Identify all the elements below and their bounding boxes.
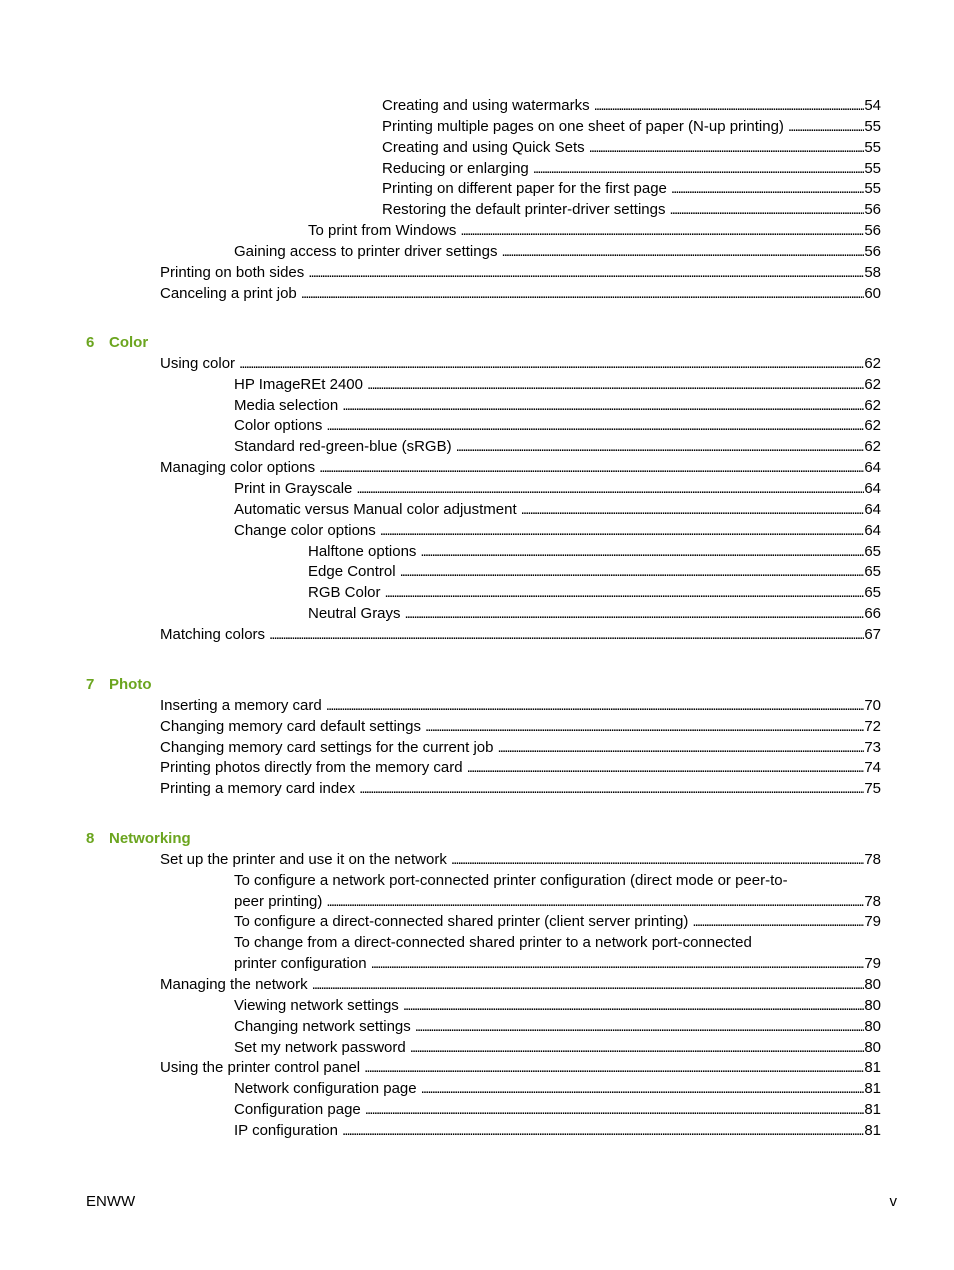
dot-leader [365, 1099, 865, 1120]
toc-entry-page: 81 [864, 1101, 881, 1118]
toc-entry[interactable] [160, 778, 881, 799]
chapter-title: Color [109, 334, 149, 351]
toc-entry[interactable] [382, 95, 881, 116]
toc-entry-title: Using the printer control panel [160, 1059, 361, 1076]
toc-entry[interactable] [160, 457, 881, 478]
toc-entry-title: To print from Windows [308, 222, 457, 239]
toc-entry-title: Restoring the default printer-driver settings [382, 201, 666, 218]
toc-entry[interactable] [234, 478, 881, 499]
chapter-title: Networking [109, 830, 191, 847]
toc-entry-row [382, 178, 881, 199]
dot-leader [498, 737, 865, 758]
toc-entry-title: To configure a direct-connected shared printer (client server printing) [234, 913, 689, 930]
toc-entry-title: Canceling a print job [160, 285, 297, 302]
dot-leader [589, 137, 865, 158]
toc-entry-title: Changing memory card default settings [160, 718, 421, 735]
toc-entry[interactable] [234, 374, 881, 395]
chapter-number: 8 [86, 830, 95, 847]
toc-entry-page: 75 [864, 780, 881, 797]
toc-entry-row [308, 220, 881, 241]
toc-entry-title: Print in Grayscale [234, 480, 353, 497]
toc-entry[interactable] [234, 395, 881, 416]
toc-entry[interactable] [308, 582, 881, 603]
toc-entry-row [234, 891, 881, 912]
toc-entry-row [160, 624, 881, 645]
toc-entry[interactable] [160, 849, 881, 870]
toc-entry-row [160, 283, 881, 304]
toc-entry-page: 80 [864, 1018, 881, 1035]
toc-entry-row [160, 262, 881, 283]
toc-entry-title: Viewing network settings [234, 997, 399, 1014]
toc-entry-page: 58 [864, 264, 881, 281]
toc-entry[interactable] [160, 262, 881, 283]
toc-entry-page: 55 [864, 180, 881, 197]
toc-entry-title: Creating and using watermarks [382, 97, 590, 114]
toc-entry-page: 55 [864, 160, 881, 177]
toc-entry-title: Inserting a memory card [160, 697, 322, 714]
dot-leader [359, 778, 864, 799]
toc-entry-title: Printing a memory card index [160, 780, 356, 797]
toc-entry-page: 79 [864, 913, 881, 930]
toc-entry-page: 55 [864, 139, 881, 156]
dot-leader [319, 457, 864, 478]
toc-entry-page: 65 [864, 543, 881, 560]
toc-entry-title: Changing memory card settings for the current job [160, 739, 494, 756]
toc-entry-title: IP configuration [234, 1122, 338, 1139]
toc-entry-row [234, 520, 881, 541]
toc-entry-row [382, 116, 881, 137]
toc-entry-row [382, 199, 881, 220]
toc-entry-title: Network configuration page [234, 1080, 417, 1097]
toc-entry-page: 62 [864, 376, 881, 393]
toc-entry-row [308, 582, 881, 603]
toc-entry-page: 80 [864, 997, 881, 1014]
toc-entry-page: 62 [864, 355, 881, 372]
toc-entry[interactable] [160, 716, 881, 737]
dot-leader [669, 199, 864, 220]
toc-entry-page: 70 [864, 697, 881, 714]
toc-entry[interactable] [160, 974, 881, 995]
dot-leader [356, 478, 864, 499]
dot-leader [342, 1120, 864, 1141]
chapter-heading[interactable] [86, 332, 148, 353]
dot-leader [460, 220, 864, 241]
toc-entry-row [234, 1037, 881, 1058]
dot-leader [415, 1016, 865, 1037]
toc-entry-row [234, 478, 881, 499]
toc-entry-title: Printing multiple pages on one sheet of paper (N-up printing) [382, 118, 784, 135]
toc-entry-title: Changing network settings [234, 1018, 411, 1035]
toc-entry-page: 72 [864, 718, 881, 735]
toc-entry[interactable] [234, 1120, 881, 1141]
toc-entry[interactable] [382, 178, 881, 199]
toc-entry-page: 55 [864, 118, 881, 135]
dot-leader [269, 624, 864, 645]
toc-entry-page: 54 [864, 97, 881, 114]
toc-entry-row [234, 1120, 881, 1141]
toc-entry[interactable] [160, 757, 881, 778]
dot-leader [788, 116, 864, 137]
toc-entry[interactable] [382, 158, 881, 179]
dot-leader [239, 353, 864, 374]
toc-entry-page: 62 [864, 417, 881, 434]
footer-label: ENWW [86, 1193, 136, 1210]
toc-entry-title: Using color [160, 355, 236, 372]
toc-entry-page: 56 [864, 222, 881, 239]
toc-entry-page: 66 [864, 605, 881, 622]
dot-leader [501, 241, 864, 262]
toc-entry-page: 81 [864, 1080, 881, 1097]
dot-leader [312, 974, 865, 995]
toc-entry-page: 56 [864, 201, 881, 218]
toc-entry-title: Set up the printer and use it on the network [160, 851, 447, 868]
toc-entry-row [234, 499, 881, 520]
toc-entry[interactable] [234, 932, 881, 974]
toc-entry[interactable] [160, 737, 881, 758]
toc-entry-row [382, 95, 881, 116]
dot-leader [308, 262, 864, 283]
toc-entry-title: Printing photos directly from the memory card [160, 759, 463, 776]
dot-leader [456, 436, 865, 457]
toc-entry[interactable] [234, 1016, 881, 1037]
dot-leader [533, 158, 865, 179]
toc-entry-row [308, 561, 881, 582]
toc-entry-title-line: To configure a network port-connected printer configuration (direct mode or peer-to- [234, 872, 788, 889]
toc-entry-title: Configuration page [234, 1101, 361, 1118]
toc-entry-page: 60 [864, 285, 881, 302]
toc-entry-title: Halftone options [308, 543, 417, 560]
toc-entry-title: Color options [234, 417, 323, 434]
toc-entry-row [234, 436, 881, 457]
toc-entry-title: HP ImageREt 2400 [234, 376, 363, 393]
toc-entry-title-line: To change from a direct-connected shared printer to a network port-connected [234, 934, 752, 951]
dot-leader [385, 582, 865, 603]
toc-entry-page: 81 [864, 1122, 881, 1139]
toc-entry-row [160, 695, 881, 716]
toc-entry-title: Neutral Grays [308, 605, 401, 622]
toc-entry-page: 56 [864, 243, 881, 260]
page-number: v [889, 1193, 897, 1210]
toc-entry-page: 78 [864, 851, 881, 868]
toc-entry-page: 78 [864, 893, 881, 910]
dot-leader [594, 95, 865, 116]
dot-leader [521, 499, 865, 520]
dot-leader [425, 716, 864, 737]
toc-entry[interactable] [160, 283, 881, 304]
toc-entry-row [160, 849, 881, 870]
toc-entry-page: 65 [864, 584, 881, 601]
toc-entry-row [160, 1057, 881, 1078]
dot-leader [451, 849, 864, 870]
toc-entry-row [160, 737, 881, 758]
toc-entry-title: Matching colors [160, 626, 266, 643]
toc-entry[interactable] [234, 870, 881, 912]
toc-entry-row [160, 974, 881, 995]
dot-leader [692, 911, 864, 932]
toc-entry[interactable] [308, 603, 881, 624]
dot-leader [326, 695, 865, 716]
toc-entry-row [234, 241, 881, 262]
toc-entry[interactable] [160, 353, 881, 374]
toc-entry-row [382, 158, 881, 179]
toc-entry-row [308, 541, 881, 562]
toc-entry[interactable] [308, 541, 881, 562]
toc-entry-row [234, 395, 881, 416]
toc-entry-title: peer printing) [234, 893, 323, 910]
toc-entry-page: 67 [864, 626, 881, 643]
dot-leader [400, 561, 865, 582]
toc-entry-page: 62 [864, 397, 881, 414]
toc-entry-title: Change color options [234, 522, 376, 539]
toc-entry[interactable] [382, 137, 881, 158]
dot-leader [420, 541, 864, 562]
toc-entry-title: Creating and using Quick Sets [382, 139, 585, 156]
toc-entry-page: 64 [864, 522, 881, 539]
toc-entry-row [234, 1016, 881, 1037]
toc-entry-row [160, 457, 881, 478]
toc-entry-page: 73 [864, 739, 881, 756]
toc-entry[interactable] [234, 241, 881, 262]
toc-entry-page: 64 [864, 480, 881, 497]
dot-leader [371, 953, 865, 974]
toc-entry-page: 79 [864, 955, 881, 972]
toc-entry-row [234, 995, 881, 1016]
toc-entry[interactable] [234, 499, 881, 520]
toc-entry-title: Reducing or enlarging [382, 160, 529, 177]
toc-entry[interactable] [234, 436, 881, 457]
dot-leader [380, 520, 865, 541]
toc-entry[interactable] [234, 911, 881, 932]
toc-entry-row [160, 757, 881, 778]
toc-entry-row [234, 1099, 881, 1120]
toc-entry[interactable] [234, 1078, 881, 1099]
toc-entry-page: 64 [864, 501, 881, 518]
toc-entry-title: Printing on both sides [160, 264, 305, 281]
toc-entry[interactable] [234, 1037, 881, 1058]
toc-entry-row [234, 415, 881, 436]
toc-entry-title: Media selection [234, 397, 339, 414]
dot-leader [367, 374, 864, 395]
toc-entry[interactable] [160, 695, 881, 716]
toc-entry[interactable] [234, 415, 881, 436]
toc-entry-title: Edge Control [308, 563, 396, 580]
chapter-number: 7 [86, 676, 95, 693]
dot-leader [421, 1078, 865, 1099]
toc-entry[interactable] [234, 520, 881, 541]
toc-entry-title: Automatic versus Manual color adjustment [234, 501, 517, 518]
toc-entry-title: Printing on different paper for the first page [382, 180, 667, 197]
dot-leader [364, 1057, 864, 1078]
toc-entry-row [234, 911, 881, 932]
toc-entry-page: 80 [864, 976, 881, 993]
toc-entry[interactable] [160, 624, 881, 645]
toc-entry-page: 65 [864, 563, 881, 580]
toc-entry-title: Standard red-green-blue (sRGB) [234, 438, 452, 455]
toc-entry-row [160, 716, 881, 737]
dot-leader [405, 603, 865, 624]
toc-entry-row [234, 953, 881, 974]
toc-entry[interactable] [160, 1057, 881, 1078]
dot-leader [671, 178, 864, 199]
dot-leader [301, 283, 865, 304]
toc-entry-title: Set my network password [234, 1039, 406, 1056]
toc-entry-title: Managing the network [160, 976, 308, 993]
toc-entry-title: Managing color options [160, 459, 316, 476]
dot-leader [410, 1037, 865, 1058]
dot-leader [403, 995, 865, 1016]
toc-entry-page: 80 [864, 1039, 881, 1056]
toc-entry[interactable] [382, 116, 881, 137]
dot-leader [467, 757, 865, 778]
chapter-title: Photo [109, 676, 152, 693]
toc-entry[interactable] [308, 561, 881, 582]
toc-entry-page: 81 [864, 1059, 881, 1076]
toc-entry-title: RGB Color [308, 584, 381, 601]
toc-entry-row [234, 374, 881, 395]
chapter-number: 6 [86, 334, 95, 351]
toc-entry-page: 62 [864, 438, 881, 455]
dot-leader [326, 891, 864, 912]
toc-entry-row [160, 353, 881, 374]
toc-entry-row [382, 137, 881, 158]
chapter-heading[interactable] [86, 674, 152, 695]
toc-entry-row [308, 603, 881, 624]
toc-entry-page: 64 [864, 459, 881, 476]
chapter-heading[interactable] [86, 828, 191, 849]
toc-entry-row [234, 1078, 881, 1099]
toc-entry[interactable] [234, 995, 881, 1016]
toc-entry-title: printer configuration [234, 955, 367, 972]
dot-leader [326, 415, 864, 436]
toc-entry-row [160, 778, 881, 799]
dot-leader [342, 395, 864, 416]
toc-entry[interactable] [234, 1099, 881, 1120]
toc-entry[interactable] [308, 220, 881, 241]
toc-entry[interactable] [382, 199, 881, 220]
toc-entry-page: 74 [864, 759, 881, 776]
toc-entry-title: Gaining access to printer driver settings [234, 243, 498, 260]
